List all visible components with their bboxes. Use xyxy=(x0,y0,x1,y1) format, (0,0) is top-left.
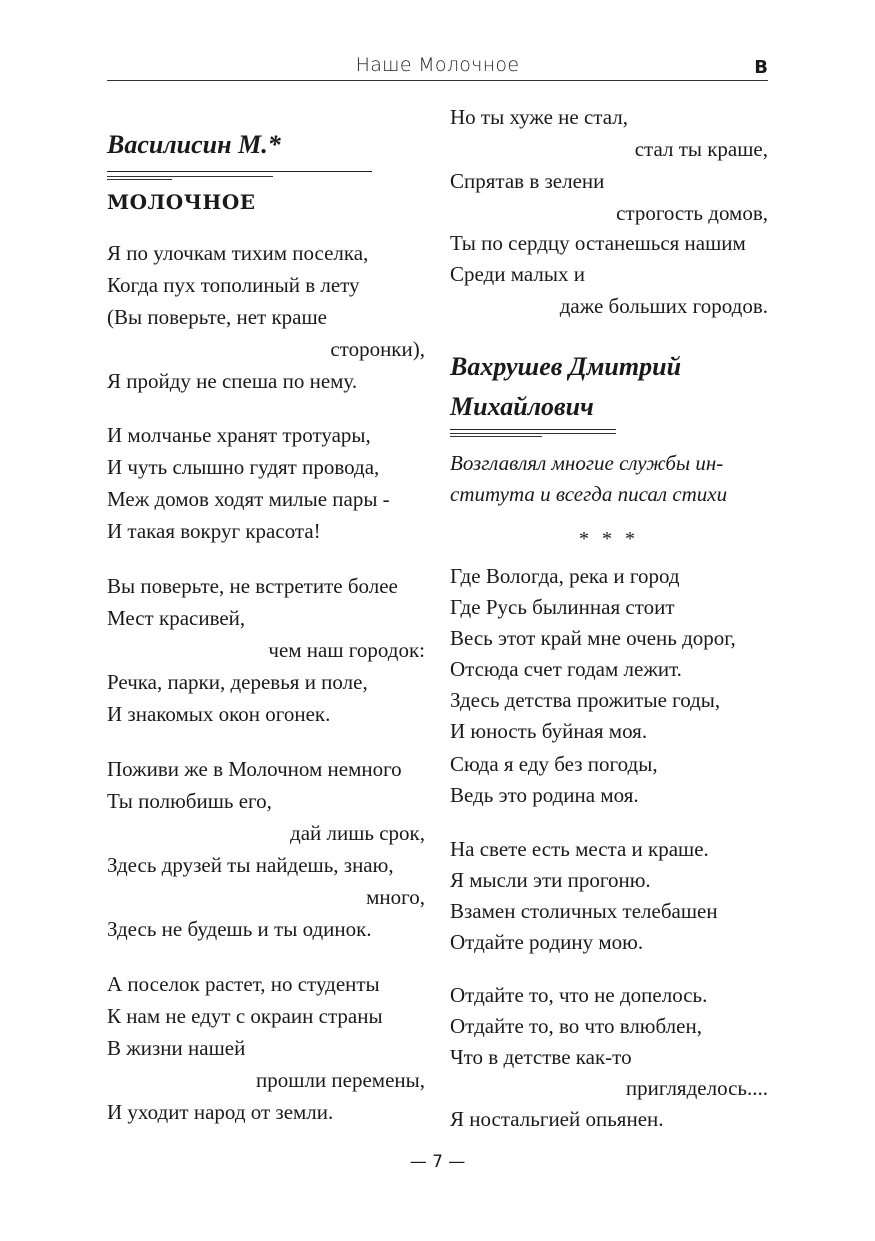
author-rule xyxy=(107,171,372,172)
author-rule-thin xyxy=(450,433,616,434)
author-rule xyxy=(450,429,616,430)
running-header xyxy=(107,52,768,81)
poem-line: Взамен столичных телебашен xyxy=(450,899,718,923)
author-rule-short xyxy=(450,436,542,437)
poem-line: Где Русь былинная стоит xyxy=(450,595,675,619)
poem-line: Вы поверьте, не встретите более xyxy=(107,574,398,598)
poem-line: Среди малых и xyxy=(450,262,585,286)
author-bio-line: ститута и всегда писал стихи xyxy=(450,482,728,506)
poem-line: Отдайте то, что не допелось. xyxy=(450,983,708,1007)
poem-line: Но ты хуже не стал, xyxy=(450,105,628,129)
author-name-line1: Вахрушев Дмитрий xyxy=(450,352,682,381)
poem-line: И юность буйная моя. xyxy=(450,719,648,743)
poem-line: И молчанье хранят тротуары, xyxy=(107,423,371,447)
poem-line: И такая вокруг красота! xyxy=(107,519,321,543)
poem-line: много, xyxy=(366,885,425,909)
author-name: Василисин М.* xyxy=(107,130,281,159)
poem-line: Отдайте то, во что влюблен, xyxy=(450,1014,702,1038)
poem-line: чем наш городок: xyxy=(268,638,425,662)
poem-line: Поживи же в Молочном немного xyxy=(107,757,402,781)
poem-line: К нам не едут с окраин страны xyxy=(107,1004,383,1028)
poem-line: прошли перемены, xyxy=(256,1068,425,1092)
author-bio-line: Возглавлял многие службы ин- xyxy=(450,451,724,475)
poem-line: Меж домов ходят милые пары - xyxy=(107,487,390,511)
poem-line: Я мысли эти прогоню. xyxy=(450,868,651,892)
poem-line: Здесь детства прожитые годы, xyxy=(450,688,721,712)
poem-line: Что в детстве как-то xyxy=(450,1045,632,1069)
poem-line: А поселок растет, но студенты xyxy=(107,972,380,996)
poem-line: Сюда я еду без погоды, xyxy=(450,752,658,776)
poem-line: стал ты краше, xyxy=(634,137,768,161)
poem-line: дай лишь срок, xyxy=(290,821,425,845)
poem-title: МОЛОЧНОЕ xyxy=(107,190,256,214)
poem-line: Я по улочкам тихим поселка, xyxy=(107,241,369,265)
header-letter: В xyxy=(754,57,768,78)
poem-line: На свете есть места и краше. xyxy=(450,837,709,861)
poem-line: И знакомых окон огонек. xyxy=(107,702,331,726)
poem-line: даже больших городов. xyxy=(559,294,768,318)
poem-line: (Вы поверьте, нет краше xyxy=(107,305,327,329)
poem-line: Здесь не будешь и ты одинок. xyxy=(107,917,372,941)
poem-line: Весь этот край мне очень дорог, xyxy=(450,626,736,650)
poem-line: В жизни нашей xyxy=(107,1036,246,1060)
poem-line: И уходит народ от земли. xyxy=(107,1100,334,1124)
poem-line: Ты полюбишь его, xyxy=(107,789,272,813)
poem-line: Я ностальгией опьянен. xyxy=(450,1107,664,1131)
author-name-line2: Михайлович xyxy=(450,392,594,421)
poem-line: Отдайте родину мою. xyxy=(450,930,644,954)
poem-line: И чуть слышно гудят провода, xyxy=(107,455,380,479)
poem-line: строгость домов, xyxy=(616,201,768,225)
poem-line: Ведь это родина моя. xyxy=(450,783,639,807)
poem-line: Где Вологда, река и город xyxy=(450,564,680,588)
poem-line: сторонки), xyxy=(330,337,425,361)
poem-line: Когда пух тополиный в лету xyxy=(107,273,360,297)
author-rule-thin xyxy=(107,176,273,177)
poem-line: Мест красивей, xyxy=(107,606,246,630)
header-title: Наше Молочное xyxy=(355,54,520,76)
author-rule-short xyxy=(107,179,172,180)
poem-line: пригляделось.... xyxy=(625,1076,768,1100)
poem-line: Отсюда счет годам лежит. xyxy=(450,657,682,681)
section-stars: * * * xyxy=(579,528,639,550)
poem-line: Я пройду не спеша по нему. xyxy=(107,369,358,393)
poem-line: Здесь друзей ты найдешь, знаю, xyxy=(107,853,394,877)
poem-line: Речка, парки, деревья и поле, xyxy=(107,670,368,694)
poem-line: Спрятав в зелени xyxy=(450,169,605,193)
poem-line: Ты по сердцу останешься нашим xyxy=(450,231,746,255)
page-number: — 7 — xyxy=(409,1152,466,1172)
